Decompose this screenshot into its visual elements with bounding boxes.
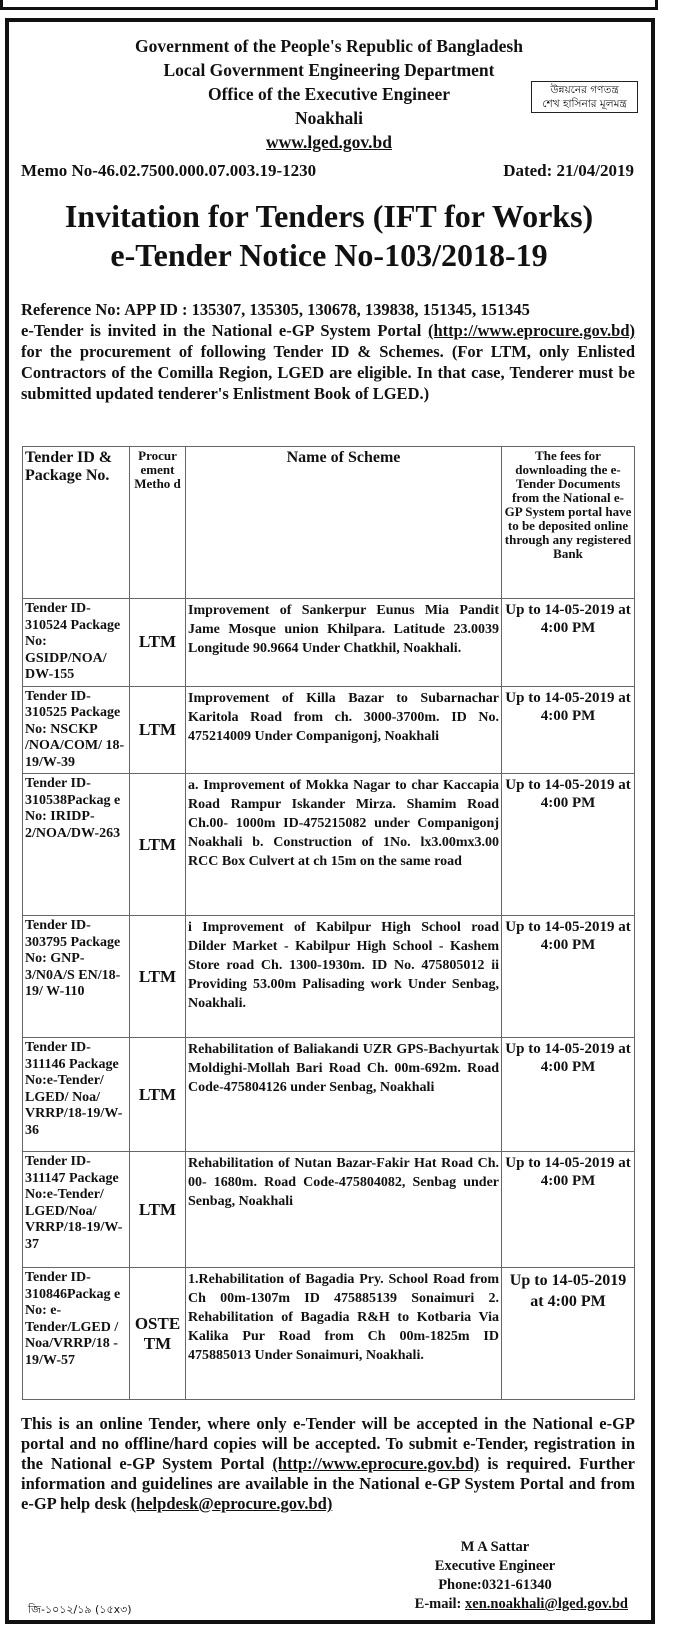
scheme-cell: 1.Rehabilitation of Bagadia Pry. School Road from Ch 00m-1307m ID 475885139 Sonaimuri 2. Rehabilitation of Bagadia R&H to Kotbaria Via Kalika Pur Road from Ch 00m-1825m ID 475885013 Under Sonaimuri, Noakhali. bbox=[186, 1268, 502, 1400]
intro-paragraph bbox=[21, 299, 635, 404]
eprocure-link[interactable]: (http://www.eprocure.gov.bd) bbox=[427, 321, 636, 340]
signatory-email-row bbox=[360, 1595, 628, 1614]
tender-id-cell: Tender ID-311147 Package No:e-Tender/ LGED/Noa/ VRRP/18-19/W-37 bbox=[23, 1152, 130, 1268]
header-department: Local Government Engineering Department bbox=[163, 60, 495, 80]
intro-text-1: e-Tender is invited in the National e-GP System Portal bbox=[21, 321, 422, 340]
header-government: Government of the People's Republic of Bangladesh bbox=[135, 36, 523, 56]
signatory-phone: Phone:0321-61340 bbox=[438, 1577, 552, 1593]
col-header-fees: The fees for downloading the e-Tender Documents from the National e-GP System portal have to be deposited online through any registered Bank bbox=[502, 447, 635, 599]
header-website-link[interactable]: www.lged.gov.bd bbox=[266, 132, 392, 152]
slogan-line-2: শেখ হাসিনার মূলমন্ত্র bbox=[542, 98, 627, 110]
scheme-cell: Rehabilitation of Baliakandi UZR GPS-Bachyurtak Moldighi-Mollah Bari Road Ch. 00m-692m. Road Code-475804126 under Senbag, Noakhali bbox=[186, 1038, 502, 1152]
table-row bbox=[23, 1038, 635, 1152]
tender-id-cell: Tender ID-310525 Package No: NSCKP /NOA/COM/ 18- 19/W-39 bbox=[23, 686, 130, 774]
deadline-cell: Up to 14-05-2019 at 4:00 PM bbox=[502, 1268, 635, 1400]
scheme-cell: Improvement of Killa Bazar to Subarnachar Karitola Road from ch. 3000-3700m. ID No. 475214009 Under Companigonj, Noakhali bbox=[186, 686, 502, 774]
top-rule bbox=[0, 0, 658, 10]
reference-line: Reference No: APP ID : 135307, 135305, 130678, 139838, 151345, 151345 bbox=[21, 300, 530, 319]
table-header-row bbox=[23, 447, 635, 599]
tender-id-cell: Tender ID-310846Packag e No: e-Tender/LGED / Noa/VRRP/18 - 19/W-57 bbox=[23, 1268, 130, 1400]
deadline-cell: Up to 14-05-2019 at 4:00 PM bbox=[502, 774, 635, 916]
table-row bbox=[23, 916, 635, 1038]
method-cell: LTM bbox=[130, 1038, 186, 1152]
method-cell: LTM bbox=[130, 686, 186, 774]
col-header-method: Procur ement Metho d bbox=[130, 447, 186, 599]
footer-text-1: This is an online Tender, where only e-Tender will be accepted in the National e-GP portal and no offline/hard copies will be accepted. To submit e-Tender, registration in the National e-GP System Portal bbox=[21, 1414, 635, 1473]
tender-table bbox=[22, 446, 635, 1400]
intro-text-2: for the procurement of following Tender ID & Schemes. (For LTM, only Enlisted Contractors of the Comilla Region, LGED are eligible. In that case, Tenderer must be submitted updated tenderer's Enlistment Book of LGED.) bbox=[21, 342, 635, 403]
method-cell: LTM bbox=[130, 916, 186, 1038]
deadline-cell: Up to 14-05-2019 at 4:00 PM bbox=[502, 1038, 635, 1152]
slogan-box bbox=[531, 81, 638, 113]
tender-id-cell: Tender ID-303795 Package No: GNP-3/N0A/S EN/18- 19/ W-110 bbox=[23, 916, 130, 1038]
footer-eprocure-link[interactable]: (http://www.eprocure.gov.bd) bbox=[272, 1454, 480, 1473]
tender-id-cell: Tender ID-310538Packag e No: IRIDP-2/NOA/DW-263 bbox=[23, 774, 130, 916]
signatory-name: M A Sattar bbox=[460, 1539, 530, 1555]
scheme-cell: Rehabilitation of Nutan Bazar-Fakir Hat Road Ch. 00- 1680m. Road Code-475804082, Senbag under Senbag, Noakhali bbox=[186, 1152, 502, 1268]
signatory-designation: Executive Engineer bbox=[434, 1558, 556, 1574]
table-row bbox=[23, 1268, 635, 1400]
table-row bbox=[23, 1152, 635, 1268]
scheme-cell: Improvement of Sankerpur Eunus Mia Pandit Jame Mosque union Khilpara. Latitude 23.0039 Longitude 90.9664 Under Chatkhil, Noakhali. bbox=[186, 599, 502, 687]
deadline-cell: Up to 14-05-2019 at 4:00 PM bbox=[502, 1152, 635, 1268]
method-cell: LTM bbox=[130, 599, 186, 687]
header-office: Office of the Executive Engineer bbox=[207, 84, 451, 104]
method-cell: OSTE TM bbox=[130, 1268, 186, 1400]
deadline-cell: Up to 14-05-2019 at 4:00 PM bbox=[502, 599, 635, 687]
header-district: Noakhali bbox=[294, 108, 364, 128]
method-cell: LTM bbox=[130, 1152, 186, 1268]
header-website-row bbox=[0, 130, 658, 154]
footer-text-2: is required. Further information and guidelines are available in the National e-GP System Portal and from e-GP help desk bbox=[21, 1454, 635, 1513]
notice-title: Invitation for Tenders (IFT for Works) bbox=[64, 198, 594, 234]
scheme-cell: a. Improvement of Mokka Nagar to char Kaccapia Road Rampur Iskander Mirza. Shamim Road Ch.00- 1000m ID-475215082 under Companigonj Noakhali b. Construction of 1No. lx3.00mx3.00 RCC Box Culvert at ch 15m on the same road bbox=[186, 774, 502, 916]
deadline-cell: Up to 14-05-2019 at 4:00 PM bbox=[502, 686, 635, 774]
scheme-cell: i Improvement of Kabilpur High School road Dilder Market - Kabilpur High School - Kashem Store road Ch. 1300-1930m. ID No. 475805012 ii Providing 53.00m Palisading work Under Senbag, Noakhali. bbox=[186, 916, 502, 1038]
table-row bbox=[23, 686, 635, 774]
tender-id-cell: Tender ID-310524 Package No: GSIDP/NOA/ DW-155 bbox=[23, 599, 130, 687]
email-label: E-mail: bbox=[414, 1596, 466, 1612]
tender-id-cell: Tender ID-311146 Package No:e-Tender/ LGED/ Noa/ VRRP/18-19/W-36 bbox=[23, 1038, 130, 1152]
slogan-line-1: উন্নয়নের গণতন্ত্র bbox=[550, 84, 619, 96]
print-code: জি-১০১২/১৯ (১৫x৩) bbox=[28, 1603, 132, 1616]
memo-date: Dated: 21/04/2019 bbox=[503, 161, 634, 180]
signatory-email-link[interactable]: xen.noakhali@lged.gov.bd bbox=[465, 1596, 628, 1612]
notice-number: e-Tender Notice No-103/2018-19 bbox=[110, 237, 548, 273]
col-header-tender-id: Tender ID & Package No. bbox=[23, 447, 130, 599]
deadline-cell: Up to 14-05-2019 at 4:00 PM bbox=[502, 916, 635, 1038]
footer-paragraph bbox=[21, 1414, 635, 1514]
table-row bbox=[23, 599, 635, 687]
memo-number: Memo No-46.02.7500.000.07.003.19-1230 bbox=[21, 161, 317, 180]
col-header-scheme: Name of Scheme bbox=[186, 447, 502, 599]
helpdesk-email-link[interactable]: (helpdesk@eprocure.gov.bd) bbox=[130, 1494, 333, 1513]
table-row bbox=[23, 774, 635, 916]
method-cell: LTM bbox=[130, 774, 186, 916]
